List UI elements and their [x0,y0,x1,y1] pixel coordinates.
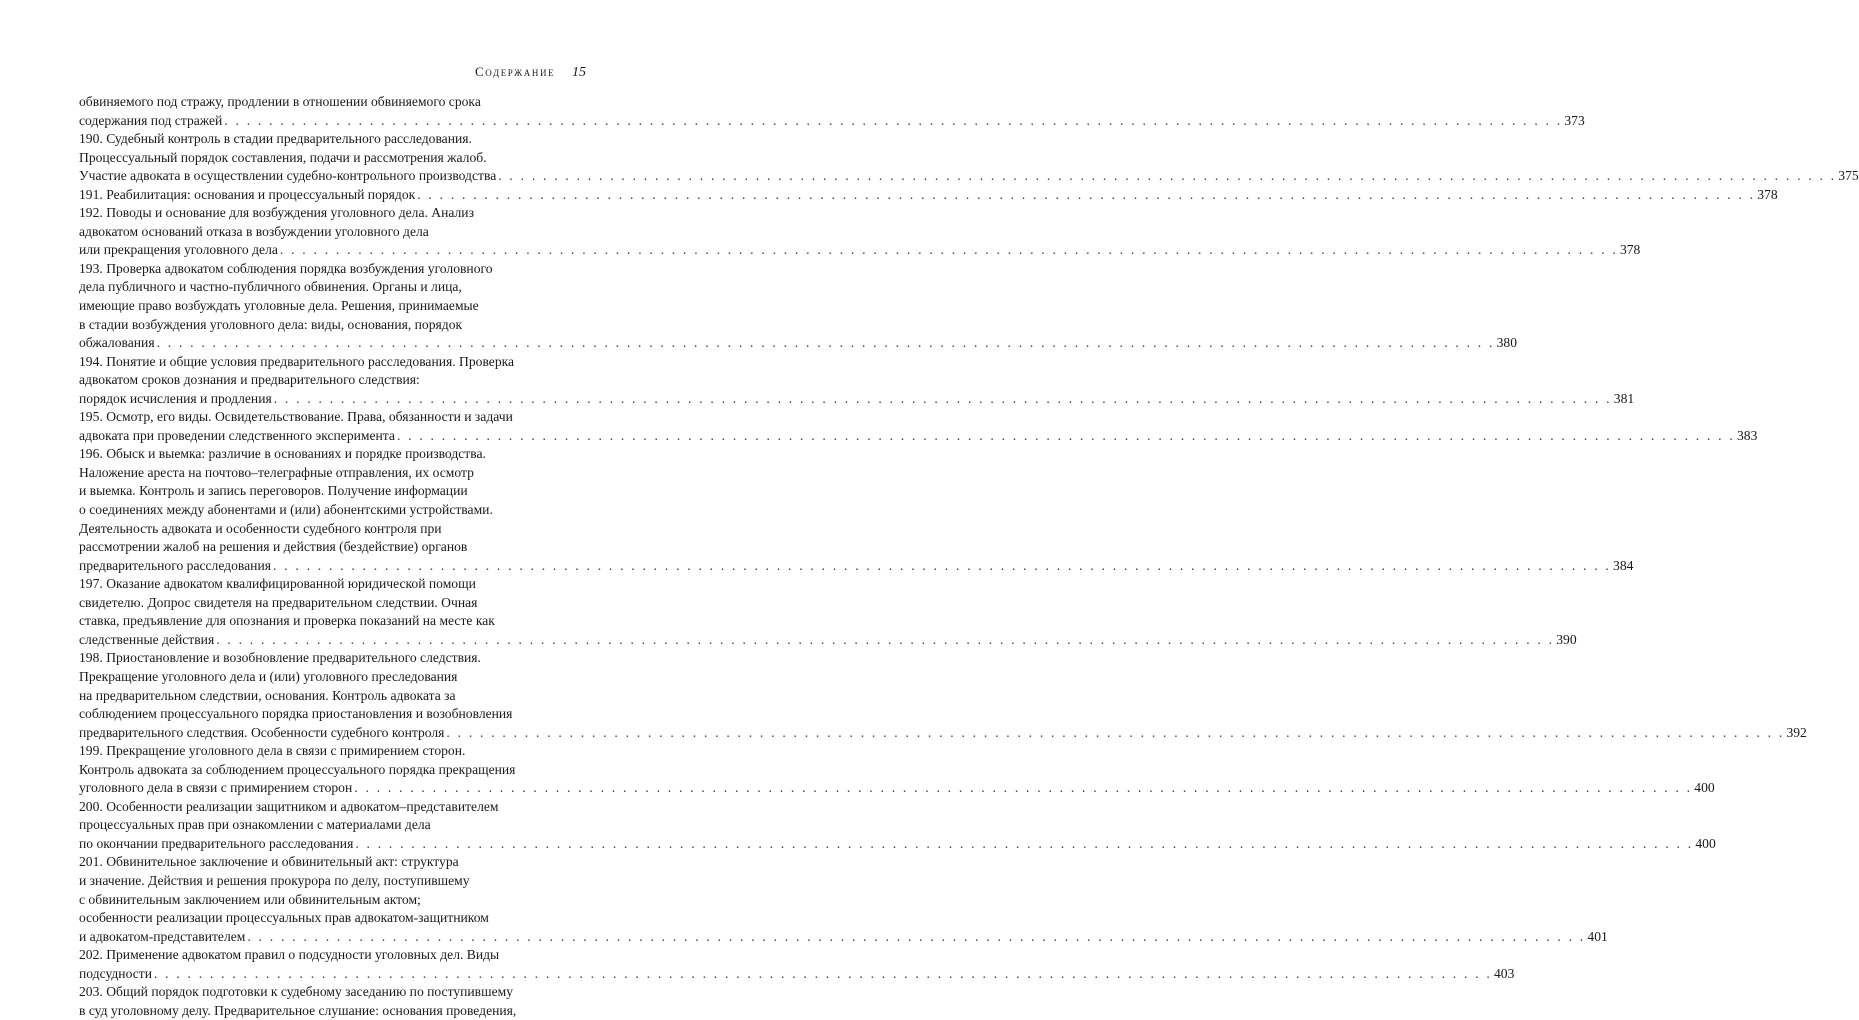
toc-entry [79,204,1641,260]
toc-entry-text: особенности реализации процессуальных прав адвокатом-защитником [79,910,489,926]
toc-page-number: 403 [1494,965,1515,981]
dot-leader: . . . . . . . . . . . . . . . . . . . . . . . . . . . . . . . . . . . . . . . . . . . . . . . . . . . . . . . . . . . . . . . . . . . . . . . . . . . . . . . . . . . . . . . . . . . . . . . . . . . . . . . . . . . . . . . . . . . . . . . . [153,965,1492,981]
toc-entry-text: 195. Осмотр, его виды. Освидетельствование. Права, обязанности и задачи [79,409,513,425]
table-of-contents [79,93,1859,1020]
toc-entry-text: 198. Приостановление и возобновление предварительного следствия. [79,650,481,666]
toc-entry-text: 193. Проверка адвокатом соблюдения порядка возбуждения уголовного [79,260,493,276]
toc-entry-text: содержания под стражей [79,112,223,128]
toc-entry-text: 200. Особенности реализации защитником и адвокатом–представителем [79,798,499,814]
dot-leader: . . . . . . . . . . . . . . . . . . . . . . . . . . . . . . . . . . . . . . . . . . . . . . . . . . . . . . . . . . . . . . . . . . . . . . . . . . . . . . . . . . . . . . . . . . . . . . . . . . . . . . . . . . . . . . . . . . . . . . . . [446,724,1785,740]
dot-leader: . . . . . . . . . . . . . . . . . . . . . . . . . . . . . . . . . . . . . . . . . . . . . . . . . . . . . . . . . . . . . . . . . . . . . . . . . . . . . . . . . . . . . . . . . . . . . . . . . . . . . . . . . . . . . . . . . . . . . . . . [247,928,1586,944]
toc-entry-text: предварительного следствия. Особенности судебного контроля [79,724,445,740]
toc-entry-text: с обвинительным заключением или обвинительным актом; [79,891,421,907]
toc-entry-text: 194. Понятие и общие условия предварительного расследования. Проверка [79,353,515,369]
toc-page-number: 378 [1757,186,1778,202]
toc-entry-text: порядок исчисления и продления [79,390,272,406]
toc-entry-text: уголовного дела в связи с примирением сторон [79,780,353,796]
toc-page-number: 373 [1564,112,1585,128]
toc-page-number: 401 [1587,928,1608,944]
toc-entry-last-line [79,965,1515,984]
toc-entry-text: 203. Общий порядок подготовки к судебному заседанию по поступившему [79,984,514,1000]
toc-entry [79,853,1608,946]
toc-entry-text: в суд уголовному делу. Предварительное слушание: основания проведения, [79,1002,517,1018]
dot-leader: . . . . . . . . . . . . . . . . . . . . . . . . . . . . . . . . . . . . . . . . . . . . . . . . . . . . . . . . . . . . . . . . . . . . . . . . . . . . . . . . . . . . . . . . . . . . . . . . . . . . . . . . . . . . . . . . . . . . . . . . [272,557,1612,573]
toc-entry [79,946,1515,983]
toc-entry [79,186,1778,205]
toc-entry-text: Прекращение уголовного дела и (или) уголовного преследования [79,668,458,684]
toc-entry [79,130,1859,186]
toc-entry-text: 196. Обыск и выемка: различие в основаниях и порядке производства. [79,446,486,462]
toc-entry-text: Наложение ареста на почтово–телеграфные отправления, их осмотр [79,464,474,480]
toc-entry-last-line [79,390,1635,409]
toc-entry-last-line [79,835,1716,854]
toc-entry-text: Процессуальный порядок составления, подачи и рассмотрения жалоб. [79,149,487,165]
toc-entry-last-line [79,186,1778,205]
page-number: 15 [572,65,586,80]
dot-leader: . . . . . . . . . . . . . . . . . . . . . . . . . . . . . . . . . . . . . . . . . . . . . . . . . . . . . . . . . . . . . . . . . . . . . . . . . . . . . . . . . . . . . . . . . . . . . . . . . . . . . . . . . . . . . . . . . . . . . . . . [156,335,1495,351]
toc-page-number: 378 [1619,242,1641,258]
toc-entry-text: 192. Поводы и основание для возбуждения уголовного дела. Анализ [79,205,474,221]
toc-entry-last-line [79,167,1859,186]
toc-page-number: 390 [1556,631,1577,647]
dot-leader: . . . . . . . . . . . . . . . . . . . . . . . . . . . . . . . . . . . . . . . . . . . . . . . . . . . . . . . . . . . . . . . . . . . . . . . . . . . . . . . . . . . . . . . . . . . . . . . . . . . . . . . . . . . . . . . . . . . . . . . . [216,631,1555,647]
toc-entry-text: предварительного расследования [79,557,271,573]
toc-entry-text: 201. Обвинительное заключение и обвинительный акт: структура [79,854,459,870]
toc-entry-text: имеющие право возбуждать уголовные дела. Решения, принимаемые [79,298,479,314]
toc-entry-text: 199. Прекращение уголовного дела в связи с примирением сторон. [79,743,466,759]
toc-entry-text: 191. Реабилитация: основания и процессуальный порядок [79,186,416,202]
dot-leader: . . . . . . . . . . . . . . . . . . . . . . . . . . . . . . . . . . . . . . . . . . . . . . . . . . . . . . . . . . . . . . . . . . . . . . . . . . . . . . . . . . . . . . . . . . . . . . . . . . . . . . . . . . . . . . . . . . . . . . . . [224,112,1563,128]
toc-entry-last-line [79,112,1585,131]
toc-entry-text: подсудности [79,965,152,981]
toc-entry-last-line [79,334,1517,353]
dot-leader: . . . . . . . . . . . . . . . . . . . . . . . . . . . . . . . . . . . . . . . . . . . . . . . . . . . . . . . . . . . . . . . . . . . . . . . . . . . . . . . . . . . . . . . . . . . . . . . . . . . . . . . . . . . . . . . . . . . . . . . . [396,427,1735,443]
toc-entry-last-line [79,631,1577,650]
dot-leader: . . . . . . . . . . . . . . . . . . . . . . . . . . . . . . . . . . . . . . . . . . . . . . . . . . . . . . . . . . . . . . . . . . . . . . . . . . . . . . . . . . . . . . . . . . . . . . . . . . . . . . . . . . . . . . . . . . . . . . . . [273,390,1612,406]
toc-entry-last-line [79,779,1715,798]
toc-entry [79,742,1715,798]
toc-entry-text: и адвокатом-представителем [79,928,246,944]
toc-page-number: 375 [1838,168,1859,184]
toc-entry-text: или прекращения уголовного дела [79,242,278,258]
toc-entry-text: 202. Применение адвокатом правил о подсудности уголовных дел. Виды [79,947,500,963]
toc-entry [79,575,1577,649]
toc-entry-text: 197. Оказание адвокатом квалифицированной юридической помощи [79,576,476,592]
toc-entry [79,649,1807,742]
toc-entry [79,93,1585,130]
toc-page-number: 400 [1695,835,1716,851]
toc-entry-text: в стадии возбуждения уголовного дела: виды, основания, порядок [79,316,463,332]
toc-entry-text: адвокатом сроков дознания и предварительного следствия: [79,372,420,388]
toc-entry-text: и значение. Действия и решения прокурора по делу, поступившему [79,872,470,888]
dot-leader: . . . . . . . . . . . . . . . . . . . . . . . . . . . . . . . . . . . . . . . . . . . . . . . . . . . . . . . . . . . . . . . . . . . . . . . . . . . . . . . . . . . . . . . . . . . . . . . . . . . . . . . . . . . . . . . . . . . . . . . . [355,835,1694,851]
dot-leader: . . . . . . . . . . . . . . . . . . . . . . . . . . . . . . . . . . . . . . . . . . . . . . . . . . . . . . . . . . . . . . . . . . . . . . . . . . . . . . . . . . . . . . . . . . . . . . . . . . . . . . . . . . . . . . . . . . . . . . . . [417,186,1756,202]
toc-entry-text: ставка, предъявление для опознания и проверка показаний на месте как [79,613,495,629]
toc-entry-text: по окончании предварительного расследования [79,835,354,851]
running-head-title: Содержание [475,64,556,79]
toc-entry-last-line [79,928,1608,947]
toc-entry [79,798,1716,854]
toc-entry-last-line [79,724,1807,743]
toc-entry [79,983,585,1020]
toc-entry [79,408,1758,445]
toc-entry-text: соблюдением процессуального порядка приостановления и возобновления [79,706,513,722]
toc-entry-text: обвиняемого под стражу, продлении в отношении обвиняемого срока [79,94,481,109]
toc-entry-text: на предварительном следствии, основания. Контроль адвоката за [79,687,456,703]
toc-entry-text: и выемка. Контроль и запись переговоров. Получение информации [79,483,468,499]
toc-entry [79,353,1635,409]
toc-page-number: 381 [1613,390,1635,406]
toc-entry-text: о соединениях между абонентами и (или) абонентскими устройствами. [79,502,493,518]
toc-entry-text: адвокатом оснований отказа в возбуждении уголовного дела [79,223,429,239]
toc-page-number: 400 [1694,780,1715,796]
toc-entry-text: процессуальных прав при ознакомлении с материалами дела [79,817,431,833]
toc-entry-text: 190. Судебный контроль в стадии предварительного расследования. [79,131,472,147]
toc-entry-text: Участие адвоката в осуществлении судебно-контрольного производства [79,168,497,184]
running-head [475,64,586,81]
dot-leader: . . . . . . . . . . . . . . . . . . . . . . . . . . . . . . . . . . . . . . . . . . . . . . . . . . . . . . . . . . . . . . . . . . . . . . . . . . . . . . . . . . . . . . . . . . . . . . . . . . . . . . . . . . . . . . . . . . . . . . . . [354,780,1693,796]
dot-leader: . . . . . . . . . . . . . . . . . . . . . . . . . . . . . . . . . . . . . . . . . . . . . . . . . . . . . . . . . . . . . . . . . . . . . . . . . . . . . . . . . . . . . . . . . . . . . . . . . . . . . . . . . . . . . . . . . . . . . . . . [498,168,1837,184]
toc-page-number: 380 [1496,335,1517,351]
toc-entry-text: Деятельность адвоката и особенности судебного контроля при [79,520,442,536]
toc-page-number: 392 [1786,724,1807,740]
toc-entry-text: дела публичного и частно-публичного обвинения. Органы и лица, [79,279,462,295]
toc-entry-text: следственные действия [79,631,215,647]
toc-entry-last-line [79,241,1641,260]
toc-entry-last-line [79,557,1634,576]
toc-page-number: 383 [1736,427,1758,443]
toc-entry [79,445,1634,575]
toc-entry [79,260,1517,353]
toc-entry-text: адвоката при проведении следственного эксперимента [79,427,395,443]
toc-entry-text: свидетелю. Допрос свидетеля на предварительном следствии. Очная [79,594,478,610]
toc-entry-last-line [79,427,1758,446]
toc-entry-text: обжалования [79,335,155,351]
toc-page-number: 384 [1613,557,1634,573]
toc-entry-text: рассмотрении жалоб на решения и действия (бездействие) органов [79,539,468,555]
toc-entry-text: Контроль адвоката за соблюдением процессуального порядка прекращения [79,761,516,777]
dot-leader: . . . . . . . . . . . . . . . . . . . . . . . . . . . . . . . . . . . . . . . . . . . . . . . . . . . . . . . . . . . . . . . . . . . . . . . . . . . . . . . . . . . . . . . . . . . . . . . . . . . . . . . . . . . . . . . . . . . . . . . . [279,242,1618,258]
